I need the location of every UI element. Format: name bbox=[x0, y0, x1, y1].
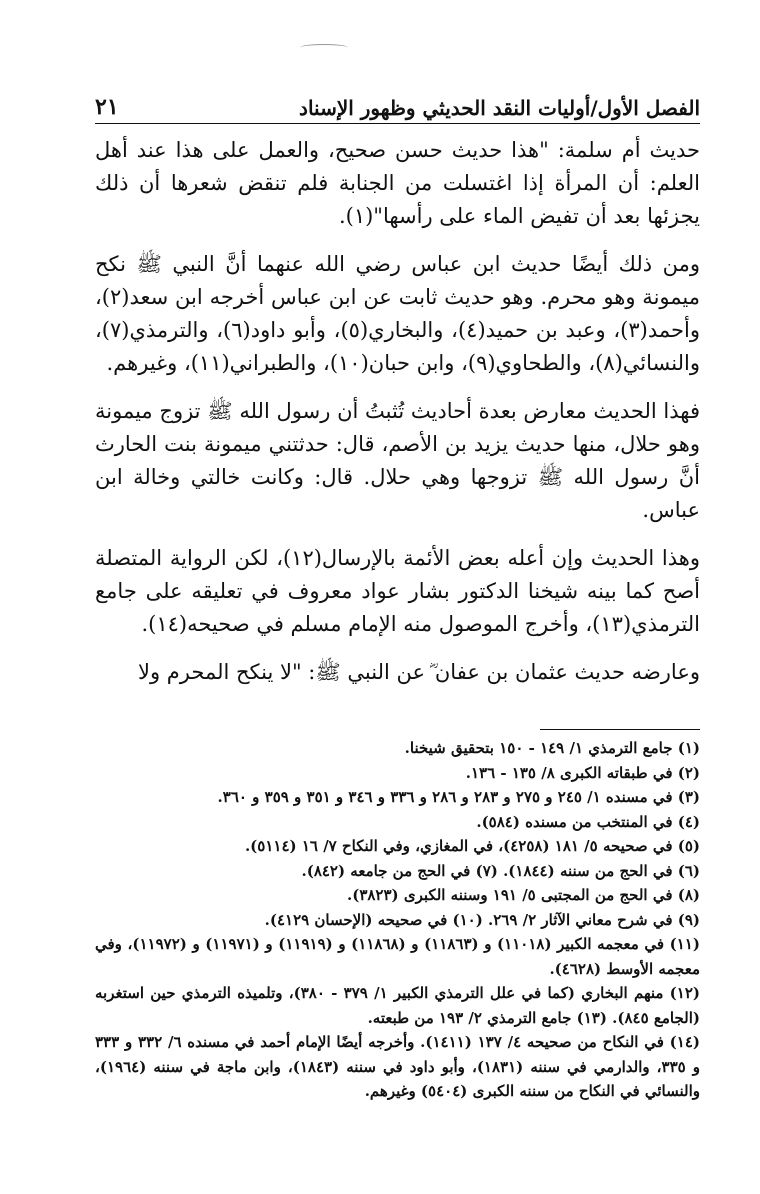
page-number: ٢١ bbox=[95, 94, 119, 120]
footnote: (٢) في طبقاته الكبرى ٨/ ١٣٥ - ١٣٦. bbox=[465, 763, 700, 782]
footnote: (٣) في مسنده ١/ ٢٤٥ و ٢٧٥ و ٢٨٣ و ٢٨٦ و ٣٣٦ و ٣٤٦ و ٣٥١ و ٣٥٩ و ٣٦٠. bbox=[217, 788, 700, 806]
footnotes bbox=[95, 736, 700, 1104]
paragraph: حديث أم سلمة: "هذا حديث حسن صحيح، والعمل على هذا عند أهل العلم: أن المرأة إذا اغتسلت من الجنابة فلم تنقض شعرها أن ذلك يجزئها بعد أن تفيض الماء على رأسها"(١). bbox=[95, 138, 700, 228]
footnote: (٨) في الحج من المجتبى ٥/ ١٩١ وسننه الكبرى (٣٨٢٣). bbox=[346, 886, 700, 904]
footnote: (٥) في صحيحه ٥/ ١٨١ (٤٢٥٨)، في المغازي، وفي النكاح ٧/ ١٦ (٥١١٤). bbox=[244, 837, 700, 855]
paragraph: وعارضه حديث عثمان بن عفان ؓ عن النبي ﷺ: "لا ينكح المحرم ولا bbox=[138, 660, 700, 684]
paragraph: ومن ذلك أيضًا حديث ابن عباس رضي الله عنهما أنَّ النبي ﷺ نكح ميمونة وهو محرم. وهو حديث ثابت عن ابن عباس أخرجه ابن سعد(٢)، وأحمد(٣)، وعبد بن حميد(٤)، والبخاري(٥)، وأبو داود(٦)، والترمذي(٧)، والنسائي(٨)، والطحاوي(٩)، وابن حبان(١٠)، والطبراني(١١)، وغيرهم. bbox=[95, 252, 700, 375]
book-page bbox=[95, 85, 700, 1145]
page-scan-mark bbox=[300, 44, 348, 51]
running-header bbox=[95, 85, 700, 124]
footnote-separator bbox=[540, 729, 700, 730]
chapter-title: الفصل الأول/أوليات النقد الحديثي وظهور الإسناد bbox=[299, 96, 700, 120]
paragraph: وهذا الحديث وإن أعله بعض الأئمة بالإرسال(١٢)، لكن الرواية المتصلة أصح كما بينه شيخنا الدكتور بشار عواد معروف في تعليقه على جامع الترمذي(١٣)، وأخرج الموصول منه الإمام مسلم في صحيحه(١٤). bbox=[95, 546, 700, 636]
main-text bbox=[95, 134, 700, 689]
footnote: (٩) في شرح معاني الآثار ٢/ ٢٦٩. (١٠) في صحيحه (الإحسان ٤١٢٩). bbox=[264, 910, 700, 929]
footnote: (١٢) منهم البخاري (كما في علل الترمذي الكبير ١/ ٣٧٩ - ٣٨٠)، وتلميذه الترمذي حين استغربه (الجامع ٨٤٥). (١٣) جامع الترمذي ٢/ ١٩٣ من طبعته. bbox=[95, 984, 701, 1027]
footnote: (١) جامع الترمذي ١/ ١٤٩ - ١٥٠ بتحقيق شيخنا. bbox=[404, 739, 700, 757]
footnote: (٤) في المنتخب من مسنده (٥٨٤). bbox=[476, 812, 700, 831]
paragraph: فهذا الحديث معارض بعدة أحاديث تُثبتُ أن رسول الله ﷺ تزوج ميمونة وهو حلال، منها حديث يزيد بن الأصم، قال: حدثتني ميمونة بنت الحارث أنَّ رسول الله ﷺ تزوجها وهي حلال. قال: وكانت خالتي وخالة ابن عباس. bbox=[95, 399, 700, 522]
footnote: (٦) في الحج من سننه (١٨٤٤). (٧) في الحج من جامعه (٨٤٢). bbox=[301, 861, 700, 880]
footnote: (١٤) في النكاح من صحيحه ٤/ ١٣٧ (١٤١١). وأخرجه أيضًا الإمام أحمد في مسنده ٦/ ٣٣٢ و ٣٣٣ و ٣٣٥، والدارمي في سننه (١٨٣١)، وأبو داود في سننه (١٨٤٣)، وابن ماجة في سننه (١٩٦٤)، والنسائي في النكاح من سننه الكبرى (٥٤٠٤) وغيرهم. bbox=[95, 1033, 701, 1100]
footnote: (١١) في معجمه الكبير (١١٠١٨) و (١١٨٦٣) و (١١٨٦٨) و (١١٩١٩) و (١١٩٧١) و (١١٩٧٢)، وفي معجمه الأوسط (٤٦٢٨). bbox=[95, 935, 700, 978]
